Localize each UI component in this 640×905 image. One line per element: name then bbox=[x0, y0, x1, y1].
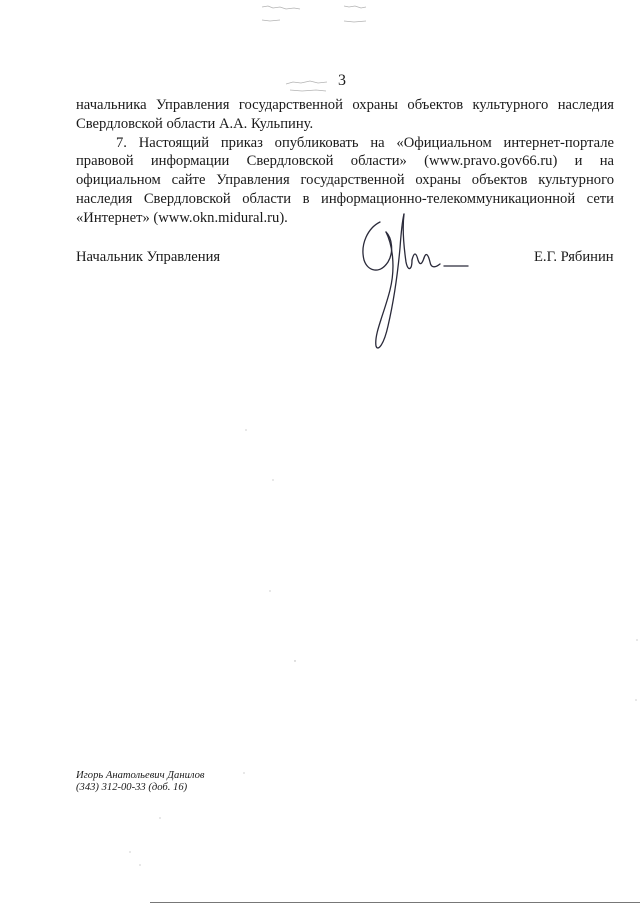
bottom-edge-line bbox=[150, 902, 640, 903]
signatory-name: Е.Г. Рябинин bbox=[534, 249, 614, 265]
paragraph-item-7: 7. Настоящий приказ опубликовать на «Официальном интернет-портале правовой информации Свердловской области» (www.pravo.gov66.ru) и на официальном сайте Управления государственной охраны объектов культурного наследия Свердловской области в информационно-телекоммуникационной сети «Интернет» (www.okn.midural.ru). bbox=[76, 134, 614, 226]
handwritten-signature bbox=[340, 208, 480, 353]
executor-name: Игорь Анатольевич Данилов bbox=[76, 770, 205, 781]
paragraph-continuation: начальника Управления государственной охраны объектов культурного наследия Свердловской области А.А. Кульпину. bbox=[76, 97, 614, 132]
executor-info bbox=[76, 770, 205, 795]
signatory-title: Начальник Управления bbox=[76, 249, 221, 265]
page-number: 3 bbox=[338, 72, 346, 89]
executor-phone: (343) 312-00-33 (доб. 16) bbox=[76, 782, 188, 794]
